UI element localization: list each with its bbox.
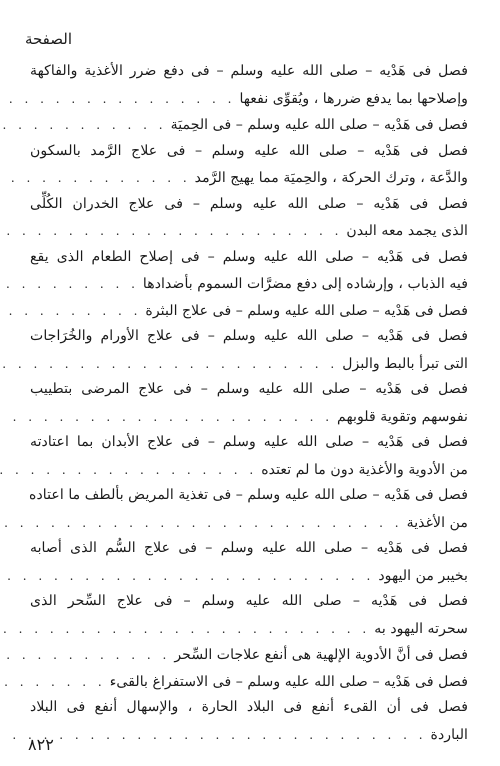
toc-entry-title: نفوسهم وتقوية قلوبهم [337, 408, 468, 425]
toc-entry-title: فصل فى هَدْيه – صلى الله عليه وسلم – فى علاج الأبدان بما اعتادته [30, 434, 468, 450]
toc-entry-last-line [30, 456, 468, 483]
toc-entry-title: والدَّعة ، وترك الحركة ، والحِميَة مما يهيج الرَّمد [194, 170, 468, 186]
toc-entry-title: التى تبرأ بالبط والبزل [342, 355, 468, 372]
toc-entry-last-line [30, 668, 468, 695]
dot-leader [0, 457, 257, 484]
toc-entry-title: الباردة [430, 726, 468, 743]
toc-entry [30, 429, 468, 482]
toc-entry-line [30, 694, 468, 721]
toc-entry-last-line [30, 270, 468, 297]
toc-entry-last-line [30, 641, 468, 668]
toc-entry-title: بخيبر من اليهود [378, 567, 468, 584]
dot-leader [0, 669, 106, 696]
dot-leader [0, 510, 403, 537]
toc-entry-last-line [30, 164, 468, 191]
dot-leader [0, 298, 141, 325]
toc-entry-title: الذى يجمد معه البدن [346, 223, 468, 239]
toc-entry-title: فصل فى أنَّ الأدوية الإلهية هى أنفع علاجات السِّحر [174, 647, 468, 663]
toc-entry [30, 694, 468, 747]
table-of-contents [30, 58, 468, 747]
dot-leader [0, 404, 333, 431]
toc-entry-title: فصل فى هَدْيه – صلى الله عليه وسلم – فى الحِميَة [170, 117, 468, 133]
toc-entry-last-line [30, 350, 468, 377]
toc-entry-last-line [30, 403, 468, 430]
toc-entry [30, 376, 468, 429]
toc-entry-title: فصل فى هَدْيه – صلى الله عليه وسلم – فى دفع ضرر الأغذية والفاكهة [30, 63, 468, 79]
toc-entry-title: فصل فى هَدْيه – صلى الله عليه وسلم – فى الاستفراغ بالقىء [109, 673, 468, 690]
dot-leader [0, 722, 427, 749]
toc-entry [30, 244, 468, 297]
toc-entry-last-line [30, 111, 468, 138]
toc-entry [30, 588, 468, 641]
toc-entry-last-line [30, 85, 468, 112]
toc-entry-title: فصل فى هَدْيه – صلى الله عليه وسلم – فى تغذية المريض بألطف ما اعتاده [29, 487, 468, 503]
dot-leader [0, 86, 235, 113]
toc-entry-last-line [30, 217, 468, 244]
toc-entry-last-line [30, 615, 468, 642]
toc-entry [30, 641, 468, 668]
toc-entry-line [30, 323, 468, 350]
toc-entry-title: فصل فى هَدْيه – صلى الله عليه وسلم – فى علاج السُّم الذى أصابه [30, 540, 468, 556]
toc-entry-line [30, 482, 468, 509]
page-number: ٨٢٢ [28, 735, 54, 754]
toc-entry-line [30, 535, 468, 562]
toc-entry-last-line [30, 721, 468, 748]
toc-entry [30, 535, 468, 588]
toc-entry-title: من الأغذية [406, 514, 468, 531]
toc-entry-last-line [30, 509, 468, 536]
toc-entry-title: وإصلاحها بما يدفع ضررها ، ويُقوِّى نفعها [239, 90, 468, 107]
toc-entry-last-line [30, 297, 468, 324]
toc-entry [30, 668, 468, 695]
toc-entry [30, 297, 468, 324]
toc-entry-title: فصل فى أن القىء أنفع فى البلاد الحارة ، والإسهال أنفع فى البلاد [30, 699, 468, 715]
toc-entry-title: فصل فى هَدْيه – صلى الله عليه وسلم – فى علاج المرضى بتطييب [30, 381, 468, 397]
dot-leader [0, 165, 191, 192]
toc-entry-title: فصل فى هَدْيه – صلى الله عليه وسلم – فى إصلاح الطعام الذى يقع [30, 248, 468, 265]
toc-entry-line [30, 376, 468, 403]
toc-entry-title: من الأدوية والأغذية دون ما لم تعتده [261, 461, 468, 478]
page-column-header: الصفحة [24, 30, 72, 48]
toc-entry-title: فصل فى هَدْيه – صلى الله عليه وسلم – فى علاج البثرة [145, 302, 468, 319]
dot-leader [0, 616, 370, 643]
toc-entry-title: فصل فى هَدْيه – صلى الله عليه وسلم – فى علاج السِّحر الذى [30, 593, 468, 609]
dot-leader [0, 642, 170, 669]
toc-entry-line [30, 191, 468, 218]
toc-entry-line [30, 244, 468, 271]
toc-entry-title: فيه الذباب ، وإرشاده إلى دفع مضرَّات السموم بأضدادها [142, 276, 468, 292]
toc-entry [30, 191, 468, 244]
toc-entry-title: سحرته اليهود به [374, 620, 468, 637]
dot-leader [0, 351, 338, 378]
toc-entry [30, 111, 468, 138]
toc-entry [30, 138, 468, 191]
dot-leader [0, 271, 139, 298]
toc-entry-line [30, 429, 468, 456]
toc-entry-line [30, 588, 468, 615]
toc-entry-title: فصل فى هَدْيه – صلى الله عليه وسلم – فى علاج الخدران الكُلِّى [30, 195, 468, 212]
toc-entry-line [30, 58, 468, 85]
dot-leader [0, 112, 167, 139]
toc-entry [30, 482, 468, 535]
toc-entry-title: فصل فى هَدْيه – صلى الله عليه وسلم – فى علاج الرَّمد بالسكون [30, 142, 468, 159]
dot-leader [0, 218, 342, 245]
toc-entry-title: فصل فى هَدْيه – صلى الله عليه وسلم – فى علاج الأورام والخُرَاجات [30, 328, 468, 344]
toc-entry [30, 58, 468, 111]
dot-leader [0, 563, 374, 590]
toc-entry-line [30, 138, 468, 165]
toc-entry [30, 323, 468, 376]
toc-entry-last-line [30, 562, 468, 589]
